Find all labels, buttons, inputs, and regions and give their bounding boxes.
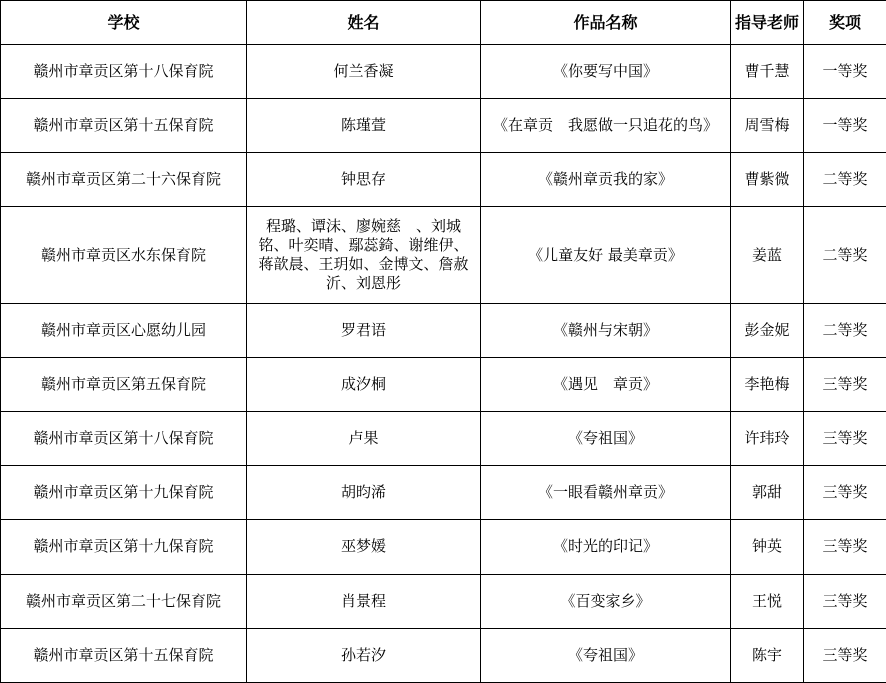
school-cell: 赣州市章贡区第二十七保育院 [1, 574, 247, 628]
school-cell: 赣州市章贡区第二十六保育院 [1, 153, 247, 207]
work-title-cell: 《夸祖国》 [481, 628, 731, 682]
school-cell: 赣州市章贡区第十八保育院 [1, 45, 247, 99]
work-title-cell: 《夸祖国》 [481, 412, 731, 466]
header-work-title: 作品名称 [481, 1, 731, 45]
teacher-cell: 钟英 [731, 520, 804, 574]
name-cell: 卢果 [247, 412, 481, 466]
table-header-row [1, 1, 886, 45]
school-cell: 赣州市章贡区第五保育院 [1, 357, 247, 411]
name-cell: 何兰香凝 [247, 45, 481, 99]
work-title-cell: 《在章贡 我愿做一只追花的鸟》 [481, 99, 731, 153]
award-cell: 二等奖 [804, 207, 886, 303]
table-row [1, 303, 886, 357]
teacher-cell: 陈宇 [731, 628, 804, 682]
name-cell: 巫梦媛 [247, 520, 481, 574]
award-cell: 一等奖 [804, 99, 886, 153]
table-row [1, 45, 886, 99]
table-row [1, 99, 886, 153]
table-row [1, 466, 886, 520]
header-award: 奖项 [804, 1, 886, 45]
work-title-cell: 《一眼看赣州章贡》 [481, 466, 731, 520]
teacher-cell: 许玮玲 [731, 412, 804, 466]
school-cell: 赣州市章贡区第十八保育院 [1, 412, 247, 466]
header-name: 姓名 [247, 1, 481, 45]
work-title-cell: 《百变家乡》 [481, 574, 731, 628]
award-cell: 三等奖 [804, 466, 886, 520]
name-cell: 成汐桐 [247, 357, 481, 411]
table-row [1, 412, 886, 466]
school-cell: 赣州市章贡区第十九保育院 [1, 466, 247, 520]
name-cell: 钟思存 [247, 153, 481, 207]
award-cell: 三等奖 [804, 357, 886, 411]
award-cell: 三等奖 [804, 574, 886, 628]
name-cell: 孙若汐 [247, 628, 481, 682]
work-title-cell: 《你要写中国》 [481, 45, 731, 99]
name-cell: 胡昀浠 [247, 466, 481, 520]
award-cell: 三等奖 [804, 628, 886, 682]
award-cell: 三等奖 [804, 412, 886, 466]
name-cell: 程璐、谭沫、廖婉慈 、刘城铭、叶奕晴、鄢蕊錡、谢维伊、蒋歆晨、王玥如、金博文、詹赦沂、刘恩彤 [247, 207, 481, 303]
school-cell: 赣州市章贡区第十五保育院 [1, 99, 247, 153]
table-row [1, 574, 886, 628]
school-cell: 赣州市章贡区第十五保育院 [1, 628, 247, 682]
award-cell: 一等奖 [804, 45, 886, 99]
table-row [1, 357, 886, 411]
table-row [1, 520, 886, 574]
teacher-cell: 李艳梅 [731, 357, 804, 411]
table-row [1, 207, 886, 303]
school-cell: 赣州市章贡区心愿幼儿园 [1, 303, 247, 357]
teacher-cell: 郭甜 [731, 466, 804, 520]
school-cell: 赣州市章贡区第十九保育院 [1, 520, 247, 574]
teacher-cell: 曹千慧 [731, 45, 804, 99]
name-cell: 罗君语 [247, 303, 481, 357]
award-cell: 二等奖 [804, 153, 886, 207]
table-row [1, 153, 886, 207]
work-title-cell: 《赣州章贡我的家》 [481, 153, 731, 207]
work-title-cell: 《儿童友好 最美章贡》 [481, 207, 731, 303]
award-cell: 二等奖 [804, 303, 886, 357]
header-teacher: 指导老师 [731, 1, 804, 45]
name-cell: 陈瑾萱 [247, 99, 481, 153]
teacher-cell: 曹紫微 [731, 153, 804, 207]
teacher-cell: 彭金妮 [731, 303, 804, 357]
teacher-cell: 姜蓝 [731, 207, 804, 303]
school-cell: 赣州市章贡区水东保育院 [1, 207, 247, 303]
award-cell: 三等奖 [804, 520, 886, 574]
work-title-cell: 《时光的印记》 [481, 520, 731, 574]
teacher-cell: 王悦 [731, 574, 804, 628]
name-cell: 肖景程 [247, 574, 481, 628]
table-row [1, 628, 886, 682]
work-title-cell: 《遇见 章贡》 [481, 357, 731, 411]
header-school: 学校 [1, 1, 247, 45]
teacher-cell: 周雪梅 [731, 99, 804, 153]
work-title-cell: 《赣州与宋朝》 [481, 303, 731, 357]
